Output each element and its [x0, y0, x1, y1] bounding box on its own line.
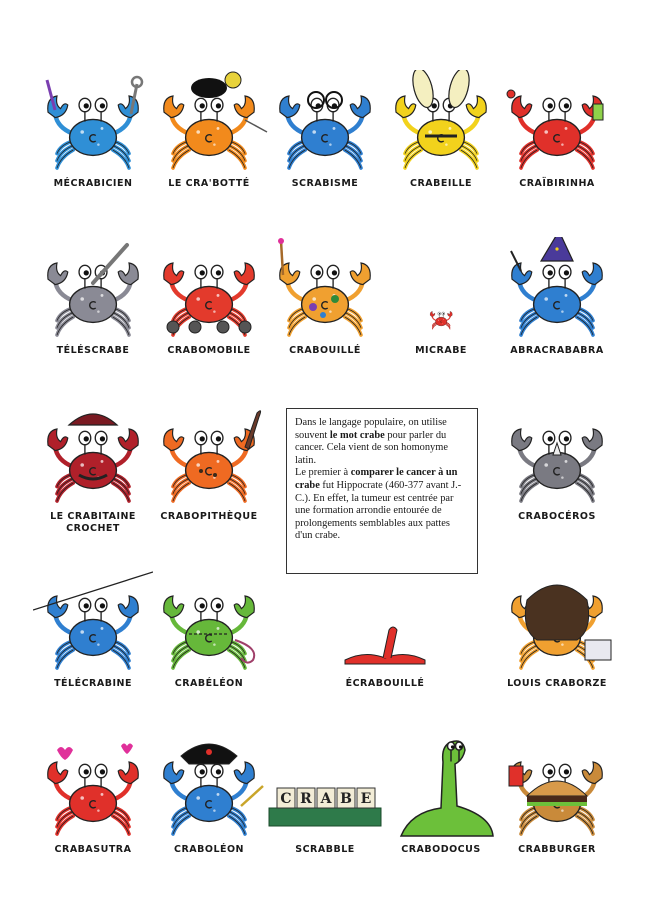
crab-card — [325, 570, 445, 720]
crab-label: CRABOMOBILE — [167, 345, 251, 356]
crab-card — [149, 570, 269, 720]
crab-label: SCRABISME — [291, 178, 359, 189]
crab-label: LOUIS CRABORZE — [507, 678, 607, 689]
hearts-decoration — [57, 744, 133, 761]
crab-card — [149, 237, 269, 387]
crab-card — [381, 736, 501, 886]
info-bold-text: le mot crabe — [329, 429, 385, 441]
info-text: fut Hippocrate (460-377 avant J.-C.). En effet, la tumeur est centrée par une formation arrondie entourée de prolongements semblables aux pattes d'un crabe. — [295, 479, 462, 542]
crab-card — [33, 736, 153, 886]
crab-body — [396, 96, 487, 168]
crab-card — [149, 70, 269, 220]
crab-label: CRABOLÉON — [173, 844, 245, 855]
crab-body — [512, 429, 603, 501]
crab-body — [48, 429, 139, 501]
crab-illustration — [497, 237, 617, 342]
info-text: pour parler du cancer. Cela vient de son homonyme latin. — [295, 429, 448, 466]
crab-illustration — [33, 70, 153, 175]
crab-card — [265, 736, 385, 886]
crab-illustration — [149, 403, 269, 508]
crab-illustration — [149, 70, 269, 175]
info-text: Dans le langage populaire, on utilise souvent — [295, 417, 447, 441]
crab-illustration — [325, 570, 445, 675]
crab-label: LE CRABITAINE CROCHET — [50, 511, 136, 534]
scrabble-tile-letter: E — [360, 791, 372, 807]
crab-label: SCRABBLE — [295, 844, 355, 855]
horn-decoration — [553, 443, 561, 455]
crab-illustration — [33, 570, 153, 675]
info-text: Le premier à — [295, 467, 351, 479]
crab-illustration — [381, 736, 501, 841]
crab-body — [512, 263, 603, 335]
crab-illustration — [265, 70, 385, 175]
crab-label: CRABBURGER — [518, 844, 596, 855]
crab-card — [33, 237, 153, 387]
crab-illustration — [33, 237, 153, 342]
crab-label: CRABOCÉROS — [518, 511, 596, 522]
crab-card — [33, 570, 153, 720]
scrabble-tiles — [269, 788, 381, 826]
crab-body — [280, 96, 371, 168]
crab-label: CRABASUTRA — [54, 844, 132, 855]
crab-card — [497, 403, 617, 553]
crab-card — [381, 70, 501, 220]
crab-card — [381, 237, 501, 387]
crab-illustration — [33, 736, 153, 841]
crab-illustration — [33, 403, 153, 508]
crab-card — [497, 736, 617, 886]
crab-label: CRABOUILLÉ — [289, 345, 361, 356]
crab-body — [512, 96, 603, 168]
crab-label: LE CRA'BOTTÉ — [168, 178, 250, 189]
crab-body — [48, 96, 139, 168]
crab-body — [280, 263, 371, 335]
info-bold-text: comparer le cancer à un crabe — [295, 467, 458, 491]
crab-illustration — [149, 570, 269, 675]
crab-card — [265, 237, 385, 387]
crab-body — [164, 429, 255, 501]
crab-card — [497, 70, 617, 220]
crab-illustration — [497, 403, 617, 508]
crab-label: MICRABE — [415, 345, 467, 356]
crab-illustration — [497, 736, 617, 841]
crab-card — [497, 570, 617, 720]
crab-card — [33, 403, 153, 553]
crab-card — [497, 237, 617, 387]
crab-body — [164, 596, 255, 668]
splat-crab — [345, 627, 425, 664]
crab-body — [48, 762, 139, 834]
crab-body — [48, 596, 139, 668]
crab-label: TÉLÉCRABINE — [54, 678, 132, 689]
crab-body — [164, 762, 255, 834]
crab-label: TÉLÉSCRABE — [56, 345, 130, 356]
crab-body — [164, 96, 255, 168]
crab-label: CRABÉLÉON — [174, 678, 244, 689]
crab-illustration — [149, 237, 269, 342]
crab-illustration — [265, 237, 385, 342]
crab-label: CRABEILLE — [409, 178, 472, 189]
crab-illustration — [497, 570, 617, 675]
scrabble-tile-letter: C — [280, 791, 292, 807]
crab-label: CRABODOCUS — [401, 844, 481, 855]
info-box — [286, 408, 478, 574]
crab-card — [265, 70, 385, 220]
crab-label: CRABOPITHÈQUE — [160, 511, 258, 522]
info-paragraph-1 — [295, 417, 469, 467]
crab-body — [430, 311, 452, 329]
crab-card — [33, 70, 153, 220]
crab-illustration — [265, 736, 385, 841]
scrabble-tile-letter: B — [340, 791, 352, 807]
crab-illustration — [149, 736, 269, 841]
crab-label: MÉCRABICIEN — [53, 178, 133, 189]
info-paragraph-2 — [295, 467, 469, 543]
crab-body — [48, 263, 139, 335]
crab-label: ABRACRABABRA — [510, 345, 604, 356]
crab-illustration — [381, 237, 501, 342]
crab-card — [149, 736, 269, 886]
dino-crab — [401, 741, 493, 836]
crab-illustration — [497, 70, 617, 175]
crab-label: ÉCRABOUILLÉ — [345, 678, 425, 689]
crab-label: CRAÏBIRINHA — [519, 178, 595, 189]
crab-illustration — [381, 70, 501, 175]
crab-card — [149, 403, 269, 553]
scrabble-tile-letter: A — [320, 791, 332, 807]
scrabble-tile-letter: R — [300, 791, 312, 807]
